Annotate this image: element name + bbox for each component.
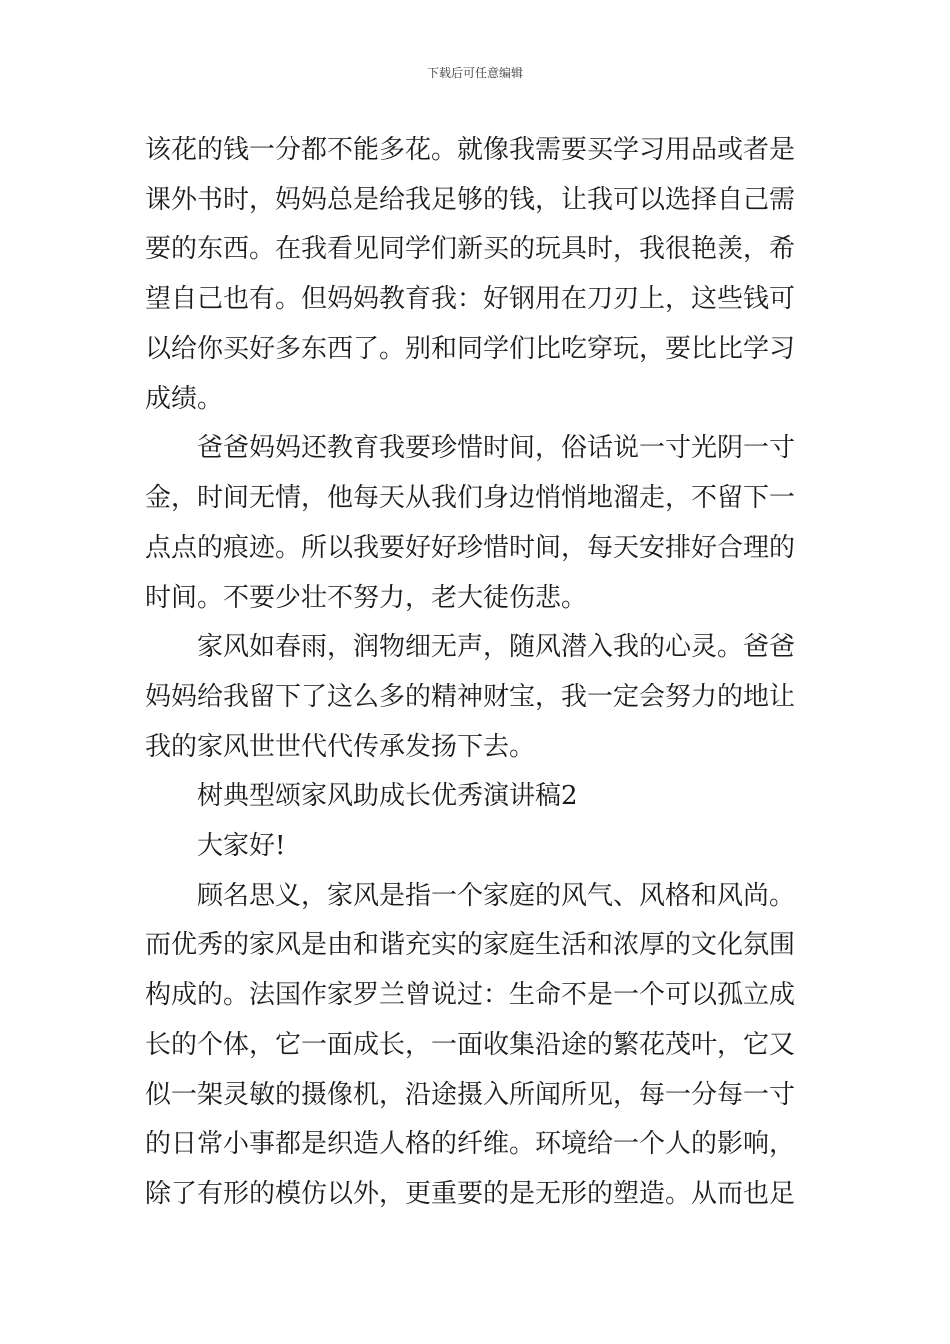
section-title: 树典型颂家风助成长优秀演讲稿2 [197,781,578,811]
text-line: 的日常小事都是织造人格的纤维。环境给一个人的影响， [145,1129,796,1159]
text-line: 要的东西。在我看见同学们新买的玩具时，我很艳羡，希 [145,234,796,264]
text-line: 时间。不要少壮不努力，老大徒伤悲。 [145,583,588,613]
page-header: 下载后可任意编辑 [426,66,523,80]
paragraph-start-line: 家风如春雨，润物细无声，随风潜入我的心灵。爸爸 [197,632,796,662]
text-line: 望自己也有。但妈妈教育我：好钢用在刀刃上，这些钱可 [145,284,796,314]
text-line: 金，时间无情，他每天从我们身边悄悄地溜走，不留下一 [145,483,796,513]
text-line: 而优秀的家风是由和谐充实的家庭生活和浓厚的文化氛围 [145,930,796,960]
text-line: 构成的。法国作家罗兰曾说过：生命不是一个可以孤立成 [145,980,796,1010]
text-line: 长的个体，它一面成长，一面收集沿途的繁花茂叶，它又 [145,1030,796,1060]
text-line: 似一架灵敏的摄像机，沿途摄入所闻所见，每一分每一寸 [145,1080,796,1110]
greeting: 大家好! [197,831,286,861]
text-line: 点点的痕迹。所以我要好好珍惜时间，每天安排好合理的 [145,533,796,563]
text-line: 我的家风世世代代传承发扬下去。 [145,732,536,762]
text-line: 以给你买好多东西了。别和同学们比吃穿玩，要比比学习 [145,334,796,364]
text-line: 课外书时，妈妈总是给我足够的钱，让我可以选择自己需 [145,185,796,215]
text-line: 妈妈给我留下了这么多的精神财宝，我一定会努力的地让 [145,682,796,712]
text-line: 除了有形的模仿以外，更重要的是无形的塑造。从而也足 [145,1179,796,1209]
text-line: 该花的钱一分都不能多花。就像我需要买学习用品或者是 [145,135,796,165]
paragraph-start-line: 顾名思义，家风是指一个家庭的风气、风格和风尚。 [197,881,796,911]
text-line: 成绩。 [145,384,224,414]
paragraph-start-line: 爸爸妈妈还教育我要珍惜时间，俗话说一寸光阴一寸 [197,433,796,463]
